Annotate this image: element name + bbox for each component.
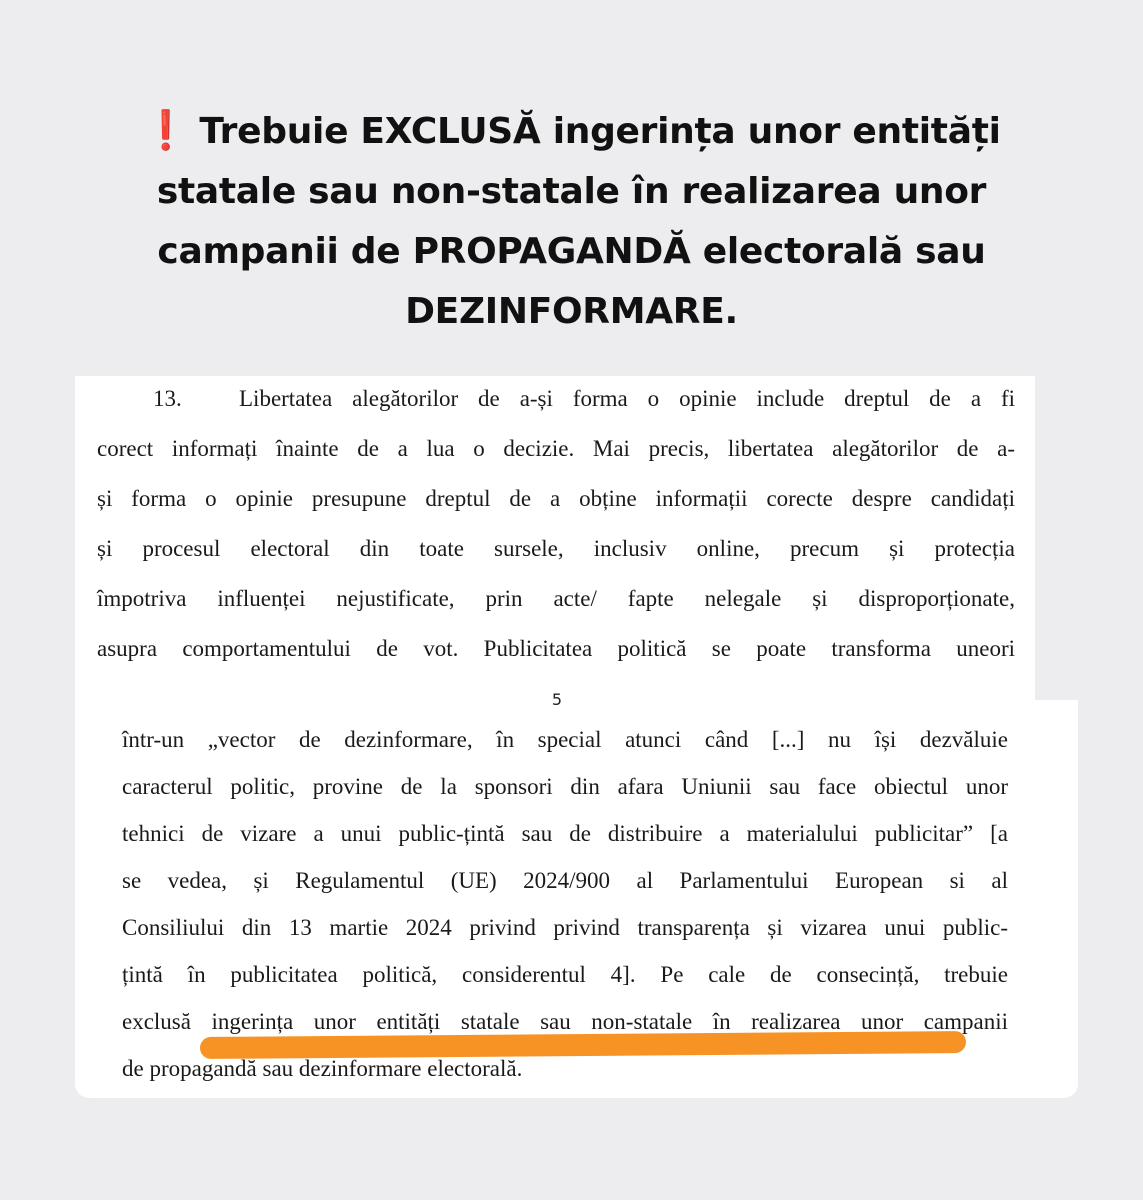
paragraph-line: Consiliului din 13 martie 2024 privind privind transparența și vizarea unui public- [122,915,1008,940]
highlighted-line: exclusă ingerința unor entități statale sau non-statale în realizarea unor campanii [122,1009,1008,1034]
headline-text-1: Trebuie EXCLUSĂ ingerința unor entități [199,111,1001,152]
paragraph-line: împotriva influenței nejustificate, prin acte/ fapte nelegale și disproporționate, [97,586,1015,611]
paragraph-13 [97,380,1015,680]
paragraph-number: 13. [153,386,182,411]
headline [60,100,1083,342]
paragraph-continuation [122,720,1008,1096]
paragraph-line: caracterul politic, provine de la sponsori din afara Uniunii sau face obiectul unor [122,774,1008,799]
headline-line-2: statale sau non-statale în realizarea unor [156,171,987,212]
paragraph-line-text: Libertatea alegătorilor de a-și forma o opinie include dreptul de a fi [239,386,1015,411]
paragraph-line [97,380,1015,430]
page-number: 5 [551,690,563,709]
headline-line-4: DEZINFORMARE. [405,291,738,332]
paragraph-line: și forma o opinie presupune dreptul de a obține informații corecte despre candidați [97,486,1015,511]
paragraph-line: se vedea, și Regulamentul (UE) 2024/900 al Parlamentului European si al [122,868,1008,893]
headline-line-3: campanii de PROPAGANDĂ electorală sau [157,231,986,272]
paragraph-line: de propagandă sau dezinformare electorală. [122,1056,523,1081]
paragraph-line: și procesul electoral din toate sursele, inclusiv online, precum și protecția [97,536,1015,561]
paragraph-line: corect informați înainte de a lua o decizie. Mai precis, libertatea alegătorilor de a- [97,436,1015,461]
paragraph-line: țintă în publicitatea politică, considerentul 4]. Pe cale de consecință, trebuie [122,962,1008,987]
paragraph-line: într-un „vector de dezinformare, în special atunci când [...] nu își dezvăluie [122,727,1008,752]
exclamation-icon: ❗ [142,108,190,152]
paragraph-line: asupra comportamentului de vot. Publicitatea politică se poate transforma uneori [97,636,1015,661]
paragraph-line: tehnici de vizare a unui public-țintă sau de distribuire a materialului publicitar” [a [122,821,1008,846]
headline-line-1 [60,100,1083,162]
